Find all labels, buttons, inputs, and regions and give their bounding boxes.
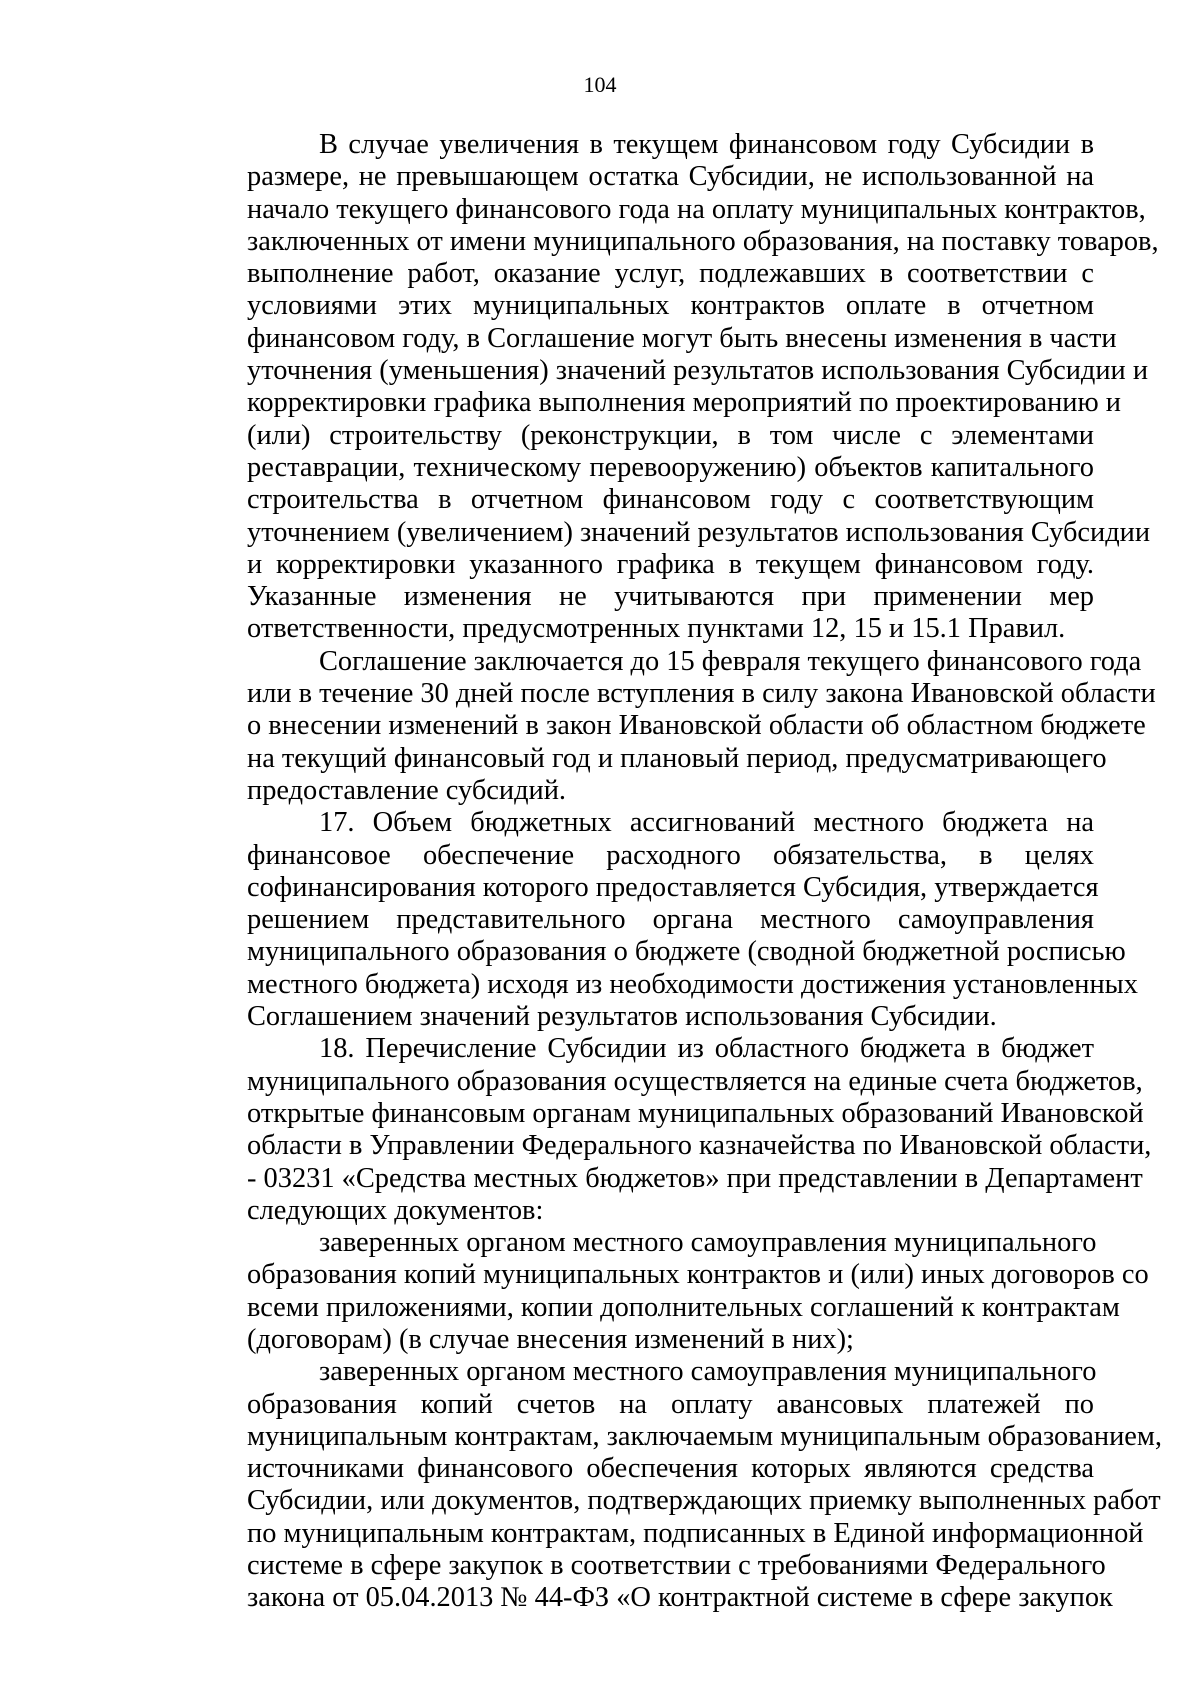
text-line: заверенных органом местного самоуправления муниципального (319, 1227, 1097, 1259)
text-line: следующих документов: (247, 1194, 544, 1226)
text-line: корректировки графика выполнения мероприятий по проектированию и (247, 387, 1121, 419)
text-line: Соглашением значений результатов использования Субсидии. (247, 1001, 997, 1033)
text-line: на текущий финансовый год и плановый период, предусматривающего (247, 742, 1107, 774)
text-line: открытые финансовым органам муниципальных образований Ивановской (247, 1097, 1144, 1129)
text-line: предоставление субсидий. (247, 774, 567, 806)
text-line: (или) строительству (реконструкции, в том числе с элементами (247, 419, 1094, 451)
text-line: ответственности, предусмотренных пунктами 12, 15 и 15.1 Правил. (247, 613, 1066, 645)
text-line: о внесении изменений в закон Ивановской области об областном бюджете (247, 710, 1146, 742)
text-line: условиями этих муниципальных контрактов оплате в отчетном (247, 290, 1094, 322)
text-line: местного бюджета) исходя из необходимости достижения установленных (247, 968, 1138, 1000)
text-line: Соглашение заключается до 15 февраля текущего финансового года (319, 645, 1142, 677)
text-line: муниципального образования о бюджете (сводной бюджетной росписью (247, 936, 1126, 968)
text-line: строительства в отчетном финансовом году с соответствующим (247, 484, 1094, 516)
text-line: по муниципальным контрактам, подписанных в Единой информационной (247, 1517, 1144, 1549)
text-line: размере, не превышающем остатка Субсидии, не использованной на (247, 161, 1094, 193)
text-line: 17. Объем бюджетных ассигнований местного бюджета на (319, 807, 1094, 839)
page-number: 104 (583, 72, 617, 97)
paragraph (175, 1227, 1149, 1356)
text-line: финансовое обеспечение расходного обязательства, в целях (247, 839, 1094, 871)
document-body (175, 129, 1162, 1615)
text-line: муниципальным контрактам, заключаемым муниципальным образованием, (247, 1420, 1162, 1452)
paragraph (175, 645, 1156, 807)
text-line: области в Управлении Федерального казначейства по Ивановской области, (247, 1130, 1152, 1162)
text-line: уточнением (увеличением) значений результатов использования Субсидии (247, 516, 1151, 548)
text-line: образования копий счетов на оплату авансовых платежей по (247, 1388, 1094, 1420)
text-line: и корректировки указанного графика в текущем финансовом году. (247, 548, 1094, 580)
text-line: или в течение 30 дней после вступления в силу закона Ивановской области (247, 678, 1156, 710)
text-line: 18. Перечисление Субсидии из областного бюджета в бюджет (319, 1033, 1094, 1065)
text-line: образования копий муниципальных контрактов и (или) иных договоров со (247, 1259, 1149, 1291)
paragraph (175, 129, 1159, 646)
text-line: заключенных от имени муниципального образования, на поставку товаров, (247, 225, 1159, 257)
text-line: источниками финансового обеспечения которых являются средства (247, 1453, 1094, 1485)
text-line: (договорам) (в случае внесения изменений в них); (247, 1323, 854, 1355)
text-line: реставрации, техническому перевооружению) объектов капитального (247, 451, 1094, 483)
text-line: закона от 05.04.2013 № 44-ФЗ «О контрактной системе в сфере закупок (247, 1582, 1113, 1614)
text-line: системе в сфере закупок в соответствии с требованиями Федерального (247, 1550, 1106, 1582)
text-line: заверенных органом местного самоуправления муниципального (319, 1356, 1097, 1388)
paragraph (175, 807, 1138, 1033)
text-line: Указанные изменения не учитываются при применении мер (247, 581, 1094, 613)
text-line: - 03231 «Средства местных бюджетов» при представлении в Департамент (247, 1162, 1143, 1194)
text-line: Субсидии, или документов, подтверждающих приемку выполненных работ (247, 1485, 1161, 1517)
text-line: финансовом году, в Соглашение могут быть внесены изменения в части (247, 322, 1117, 354)
text-line: В случае увеличения в текущем финансовом году Субсидии в (319, 129, 1094, 160)
text-line: уточнения (уменьшения) значений результатов использования Субсидии и (247, 355, 1149, 387)
text-line: софинансирования которого предоставляется Субсидия, утверждается (247, 871, 1099, 903)
text-line: решением представительного органа местного самоуправления (247, 904, 1094, 936)
paragraph (175, 1033, 1152, 1227)
text-line: начало текущего финансового года на оплату муниципальных контрактов, (247, 193, 1146, 225)
paragraph (175, 1356, 1162, 1614)
text-line: всеми приложениями, копии дополнительных соглашений к контрактам (247, 1291, 1120, 1323)
text-line: выполнение работ, оказание услуг, подлежавших в соответствии с (247, 258, 1094, 290)
text-line: муниципального образования осуществляется на единые счета бюджетов, (247, 1065, 1143, 1097)
